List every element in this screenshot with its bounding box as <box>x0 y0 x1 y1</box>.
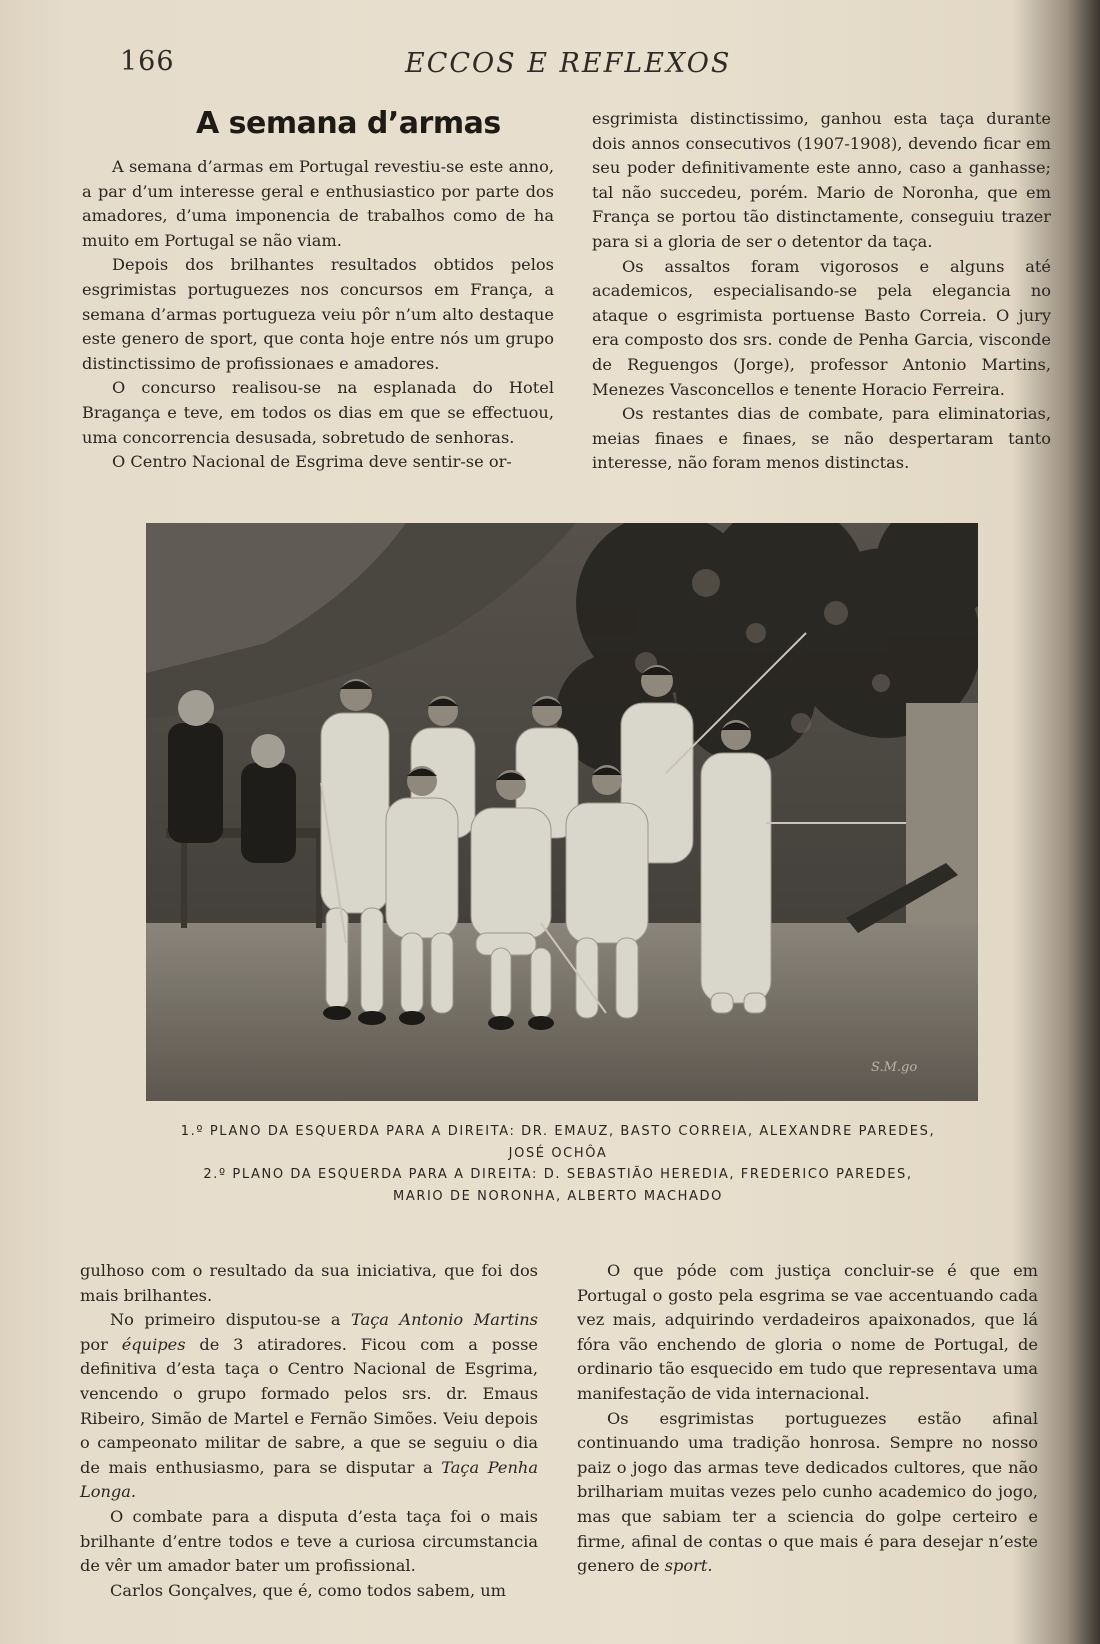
photo-signature: S.M.go <box>871 1060 918 1075</box>
emphasis: sport. <box>664 1556 713 1576</box>
paragraph: gulhoso com o resultado da sua iniciativa, que foi dos mais brilhantes. <box>80 1261 538 1305</box>
photo-illustration <box>146 523 978 1101</box>
paragraph: O combate para a disputa d’esta taça foi o mais brilhante d’entre todos e teve a curiosa circumstancia de vêr um amador bater um profissional. <box>80 1506 538 1576</box>
paragraph: esgrimista distinctissimo, ganhou esta taça durante dois annos consecutivos (1907-1908), devendo ficar em seu poder definitivamente este anno, caso a ganhasse; tal não succedeu, porém. Mario de Noronha, que em França se portou tão distinctamente, conseguiu trazer para si a gloria de ser o detentor da taça. <box>592 109 1051 251</box>
emphasis: Taça Antonio Martins <box>351 1310 538 1330</box>
paragraph: Os assaltos foram vigorosos e alguns até academicos, especialisando-se pela elegancia no ataque o esgrimista portuense Basto Correia. O jury era composto dos srs. conde de Penha Garcia, visconde de Reguengos (Jorge), professor Antonio Martins, Menezes Vasconcellos e tenente Horacio Ferreira. <box>592 256 1051 399</box>
paragraph: O que póde com justiça concluir-se é que em Portugal o gosto pela esgrima se vae accentuando cada vez mais, adquirindo verdadeiros apaixonados, que lá fóra vão enchendo de gloria o nome de Portugal, de ordinario tão esquecido em tudo que representava uma manifestação de vida internacional. <box>577 1261 1038 1403</box>
article-title: A semana d’armas <box>196 106 501 141</box>
caption-line: JOSÉ OCHÔA <box>508 1145 608 1161</box>
caption-line: MARIO DE NORONHA, ALBERTO MACHADO <box>393 1188 723 1204</box>
paragraph: Depois dos brilhantes resultados obtidos pelos esgrimistas portuguezes nos concursos em França, a semana d’armas portugueza veiu pôr n’um alto destaque este genero de sport, que conta hoje entre nós um grupo distinctissimo de profissionaes e amadores. <box>82 255 554 373</box>
paragraph: O Centro Nacional de Esgrima deve sentir-se or- <box>112 452 512 472</box>
paragraph: A semana d’armas em Portugal revestiu-se este anno, a par d’um interesse geral e enthusiastico por parte dos amadores, d’uma imponencia de trabalhos como de ha muito em Portugal se não viam. <box>82 157 554 250</box>
paragraph: Carlos Gonçalves, que é, como todos sabem, um <box>110 1580 507 1600</box>
text-column-top-left <box>82 155 554 475</box>
paragraph: Os esgrimistas portuguezes estão afinal continuando uma tradição honrosa. Sempre no nosso paiz o jogo das armas teve dedicados cultores, que não brilhariam muitas vezes pelo cunho academico do jogo, mas que sabiam ter a sciencia do golpe certeiro e firme, afinal de contas o que mais é para desejar n’este genero de sport. <box>577 1408 1038 1576</box>
photo-caption <box>108 1121 1008 1207</box>
caption-line: 2.º PLANO DA ESQUERDA PARA A DIREITA: D. SEBASTIÃO HEREDIA, FREDERICO PAREDES, <box>203 1167 913 1182</box>
emphasis: Taça Penha Longa. <box>80 1457 538 1502</box>
running-title: ECCOS E REFLEXOS <box>405 48 732 79</box>
text-column-top-right <box>592 107 1051 476</box>
page-number: 166 <box>120 46 175 77</box>
fencers-group-photo <box>146 523 978 1101</box>
emphasis: équipes <box>121 1334 186 1354</box>
caption-line: 1.º PLANO DA ESQUERDA PARA A DIREITA: DR. EMAUZ, BASTO CORREIA, ALEXANDRE PAREDES, <box>180 1124 936 1139</box>
paragraph: O concurso realisou-se na esplanada do Hotel Bragança e teve, em todos os dias em que se effectuou, uma concorrencia desusada, sobretudo de senhoras. <box>82 378 554 447</box>
paragraph: Os restantes dias de combate, para eliminatorias, meias finaes e finaes, se não despertaram tanto interesse, não foram menos distinctas. <box>592 404 1051 473</box>
text-column-bottom-left <box>80 1259 538 1603</box>
paragraph: No primeiro disputou-se a Taça Antonio Martins por équipes de 3 atiradores. Ficou com a posse definitiva d’esta taça o Centro Nacional de Esgrima, vencendo o grupo formado pelos srs. dr. Emaus Ribeiro, Simão de Martel e Fernão Simões. Veiu depois o campeonato militar de sabre, a que se seguiu o dia de mais enthusiasmo, para se disputar a Taça Penha Longa. <box>80 1310 539 1502</box>
text-column-bottom-right <box>577 1259 1038 1579</box>
